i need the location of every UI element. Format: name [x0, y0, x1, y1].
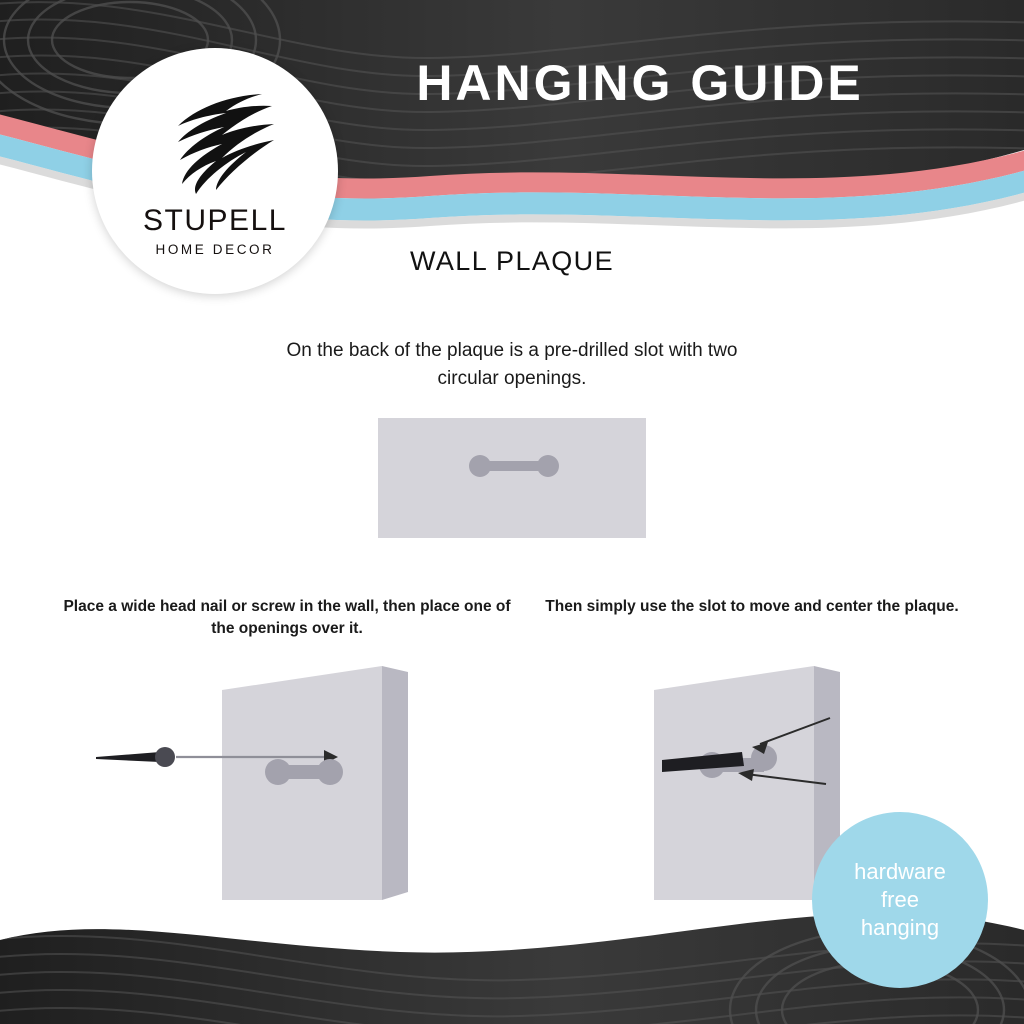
- plaque-front-face-2: [654, 666, 814, 900]
- brand-subtitle: HOME DECOR: [155, 242, 275, 257]
- brand-name: STUPELL: [143, 204, 287, 237]
- stupell-swoosh-logo-icon: [150, 82, 280, 202]
- badge-line-1: hardware: [854, 858, 946, 884]
- badge-line-3: hanging: [860, 915, 940, 941]
- badge-line-2: free: [881, 886, 919, 912]
- step-1-caption: Place a wide head nail or screw in the wall, then place one of the openings over it.: [63, 598, 511, 638]
- hardware-free-hanging-badge: [812, 812, 988, 988]
- intro-text: On the back of the plaque is a pre-drilled slot with two circular openings.: [286, 340, 738, 389]
- section-title: WALL PLAQUE: [410, 246, 614, 276]
- step-2-caption: Then simply use the slot to move and center the plaque.: [545, 598, 959, 615]
- page-title: HANGING GUIDE: [416, 55, 864, 111]
- brand-logo-badge: [92, 48, 338, 294]
